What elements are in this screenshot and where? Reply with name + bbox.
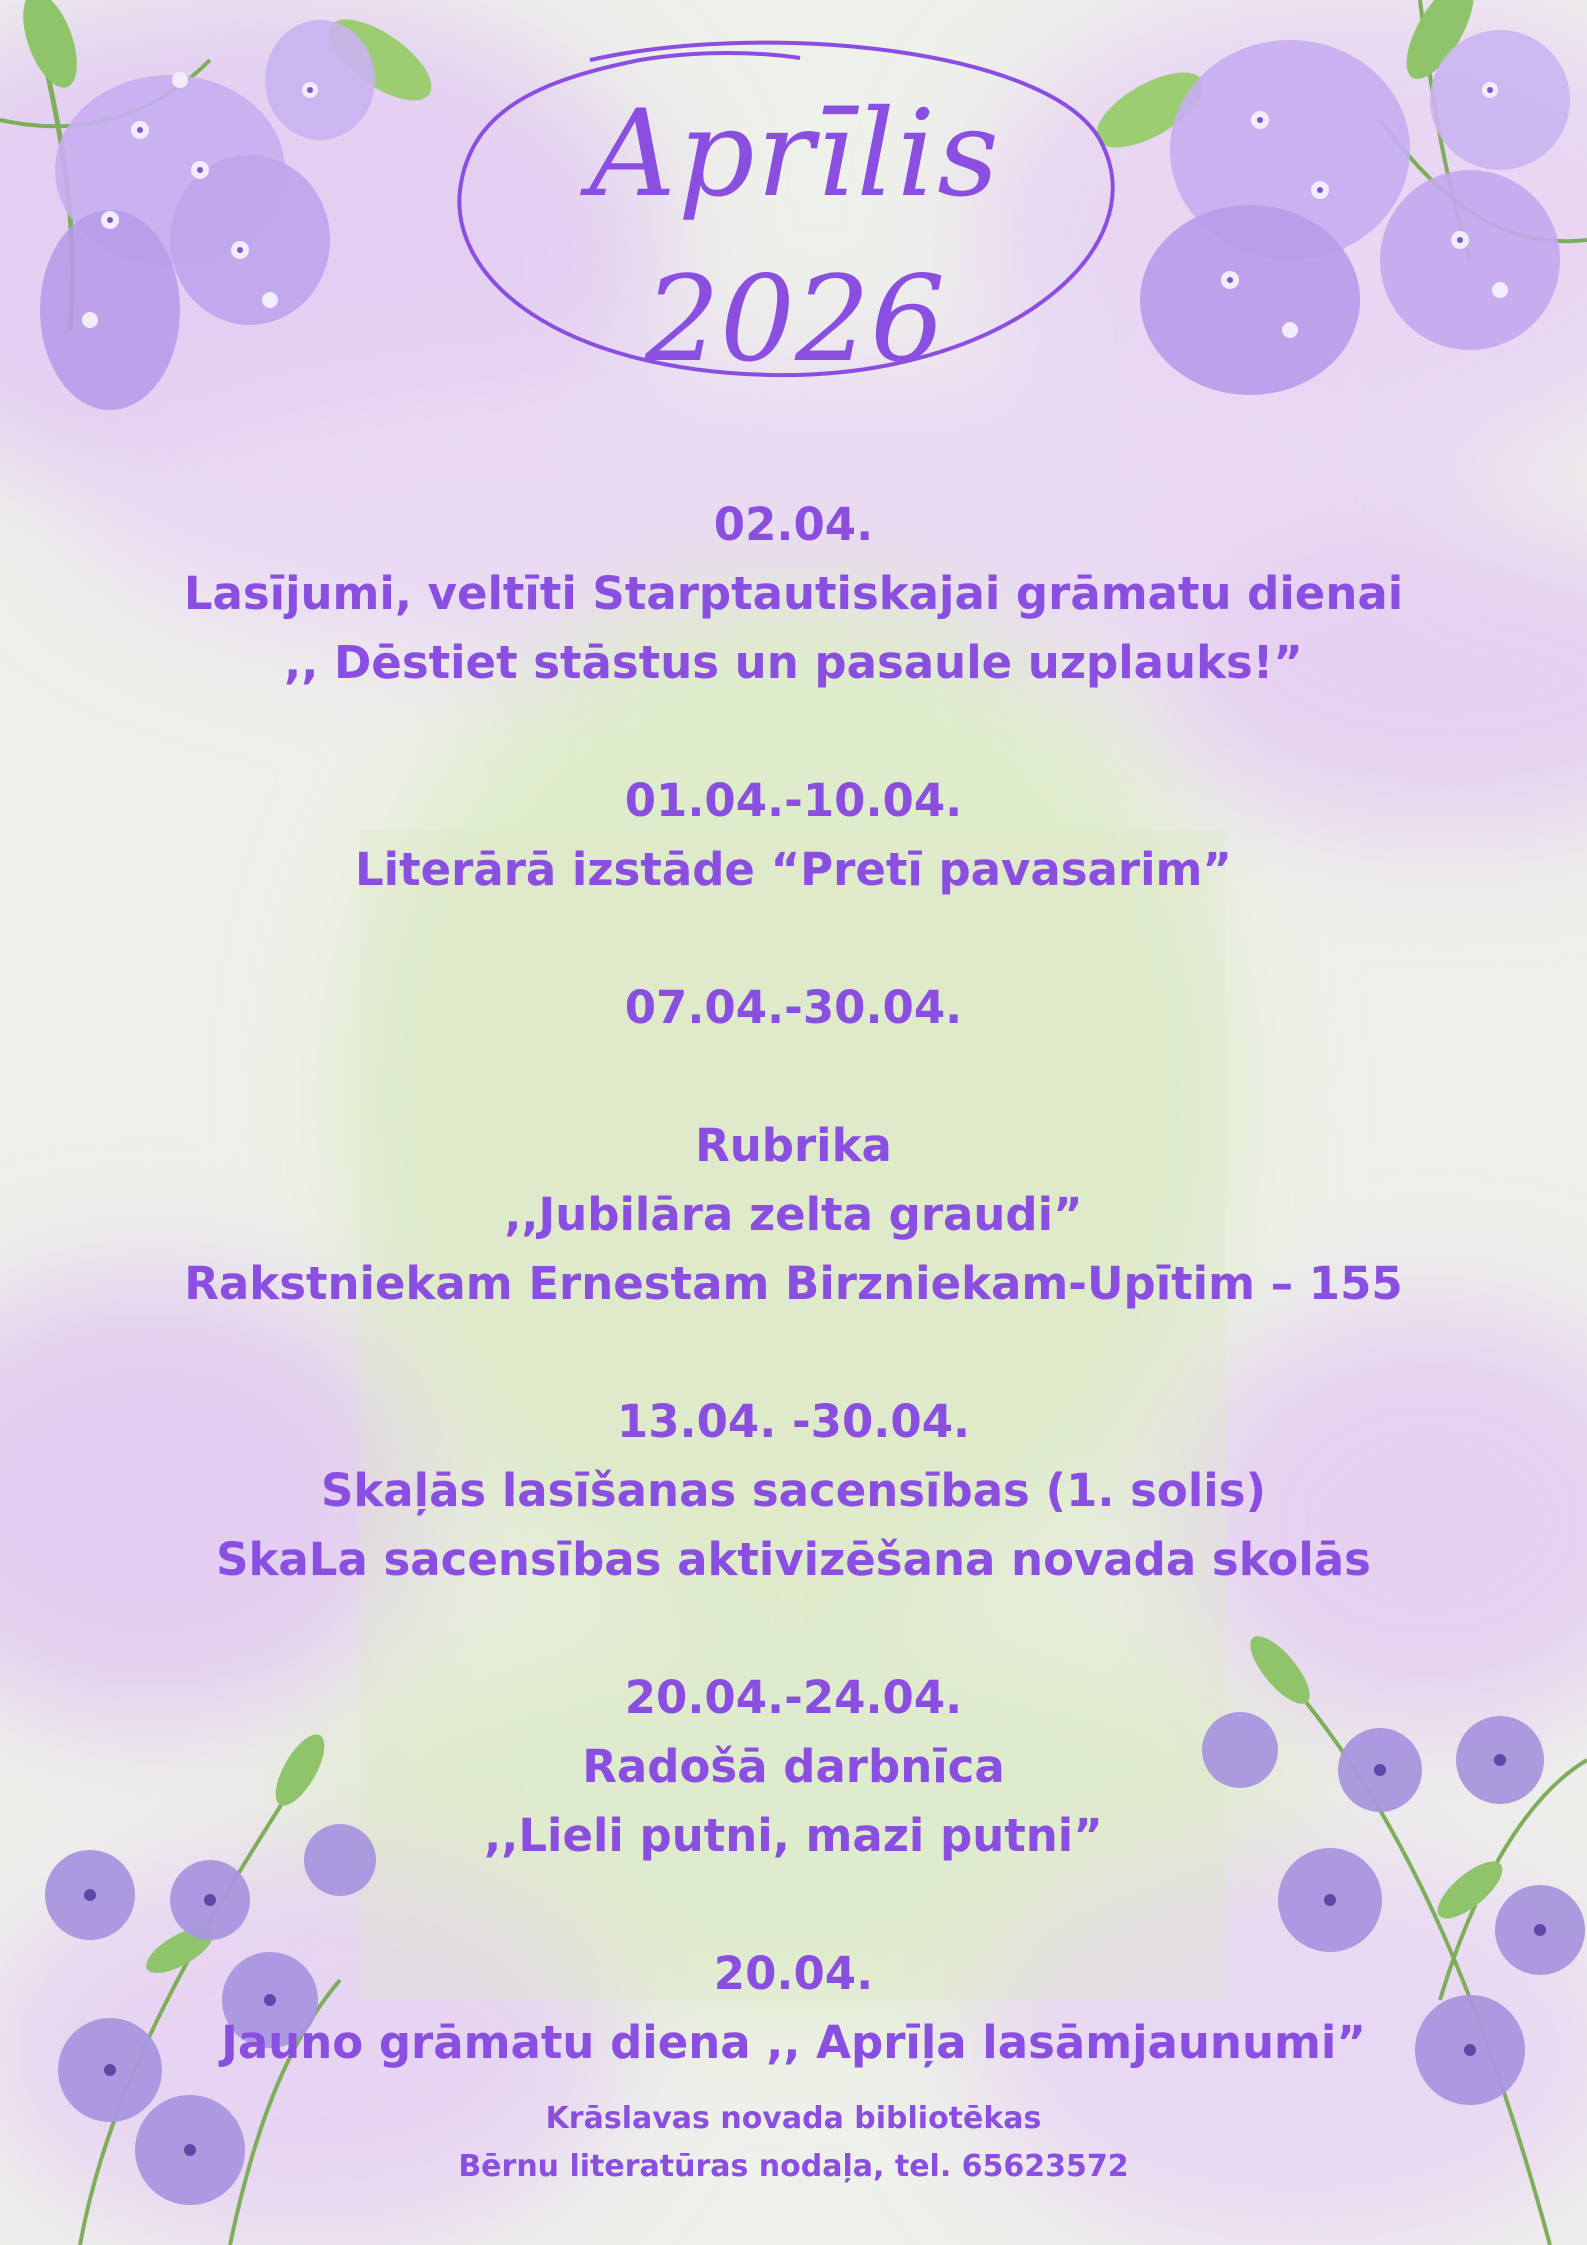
event-text: Jauno grāmatu diena ,, Aprīļa lasāmjaunumi”	[221, 2016, 1366, 2069]
event-text: Skaļās lasīšanas sacensības (1. solis)	[320, 1464, 1267, 1517]
footer-line-department: Bērnu literatūras nodaļa, tel. 65623572	[458, 2149, 1129, 2184]
event-text: Rubrika	[695, 1119, 892, 1172]
event-text: Literārā izstāde “Pretī pavasarim”	[355, 843, 1232, 896]
event-date: 07.04.-30.04.	[624, 981, 963, 1034]
title-year: 2026	[644, 250, 946, 388]
title-month: Aprīlis	[589, 85, 1001, 224]
footer	[0, 2095, 1587, 2191]
event-text: ,,Jubilāra zelta graudi”	[504, 1188, 1083, 1241]
title-block	[440, 30, 1150, 410]
event-date: 20.04.-24.04.	[624, 1671, 963, 1724]
event-list	[150, 490, 1437, 2077]
event-date: 01.04.-10.04.	[624, 774, 963, 827]
event-text: ,, Dēstiet stāstus un pasaule uzplauks!”	[284, 636, 1303, 689]
event-text: SkaLa sacensības aktivizēšana novada skolās	[216, 1533, 1371, 1586]
footer-line-library: Krāslavas novada bibliotēkas	[545, 2101, 1042, 2136]
event-date: 13.04. -30.04.	[616, 1395, 971, 1448]
event-date: 02.04.	[713, 498, 874, 551]
event-text: Lasījumi, veltīti Starptautiskajai grāmatu dienai	[183, 567, 1404, 620]
event-text: Radošā darbnīca	[582, 1740, 1005, 1793]
event-text: ,,Lieli putni, mazi putni”	[484, 1809, 1103, 1862]
event-date: 20.04.	[713, 1947, 874, 2000]
event-text: Rakstniekam Ernestam Birzniekam-Upītim – 155	[184, 1257, 1403, 1310]
